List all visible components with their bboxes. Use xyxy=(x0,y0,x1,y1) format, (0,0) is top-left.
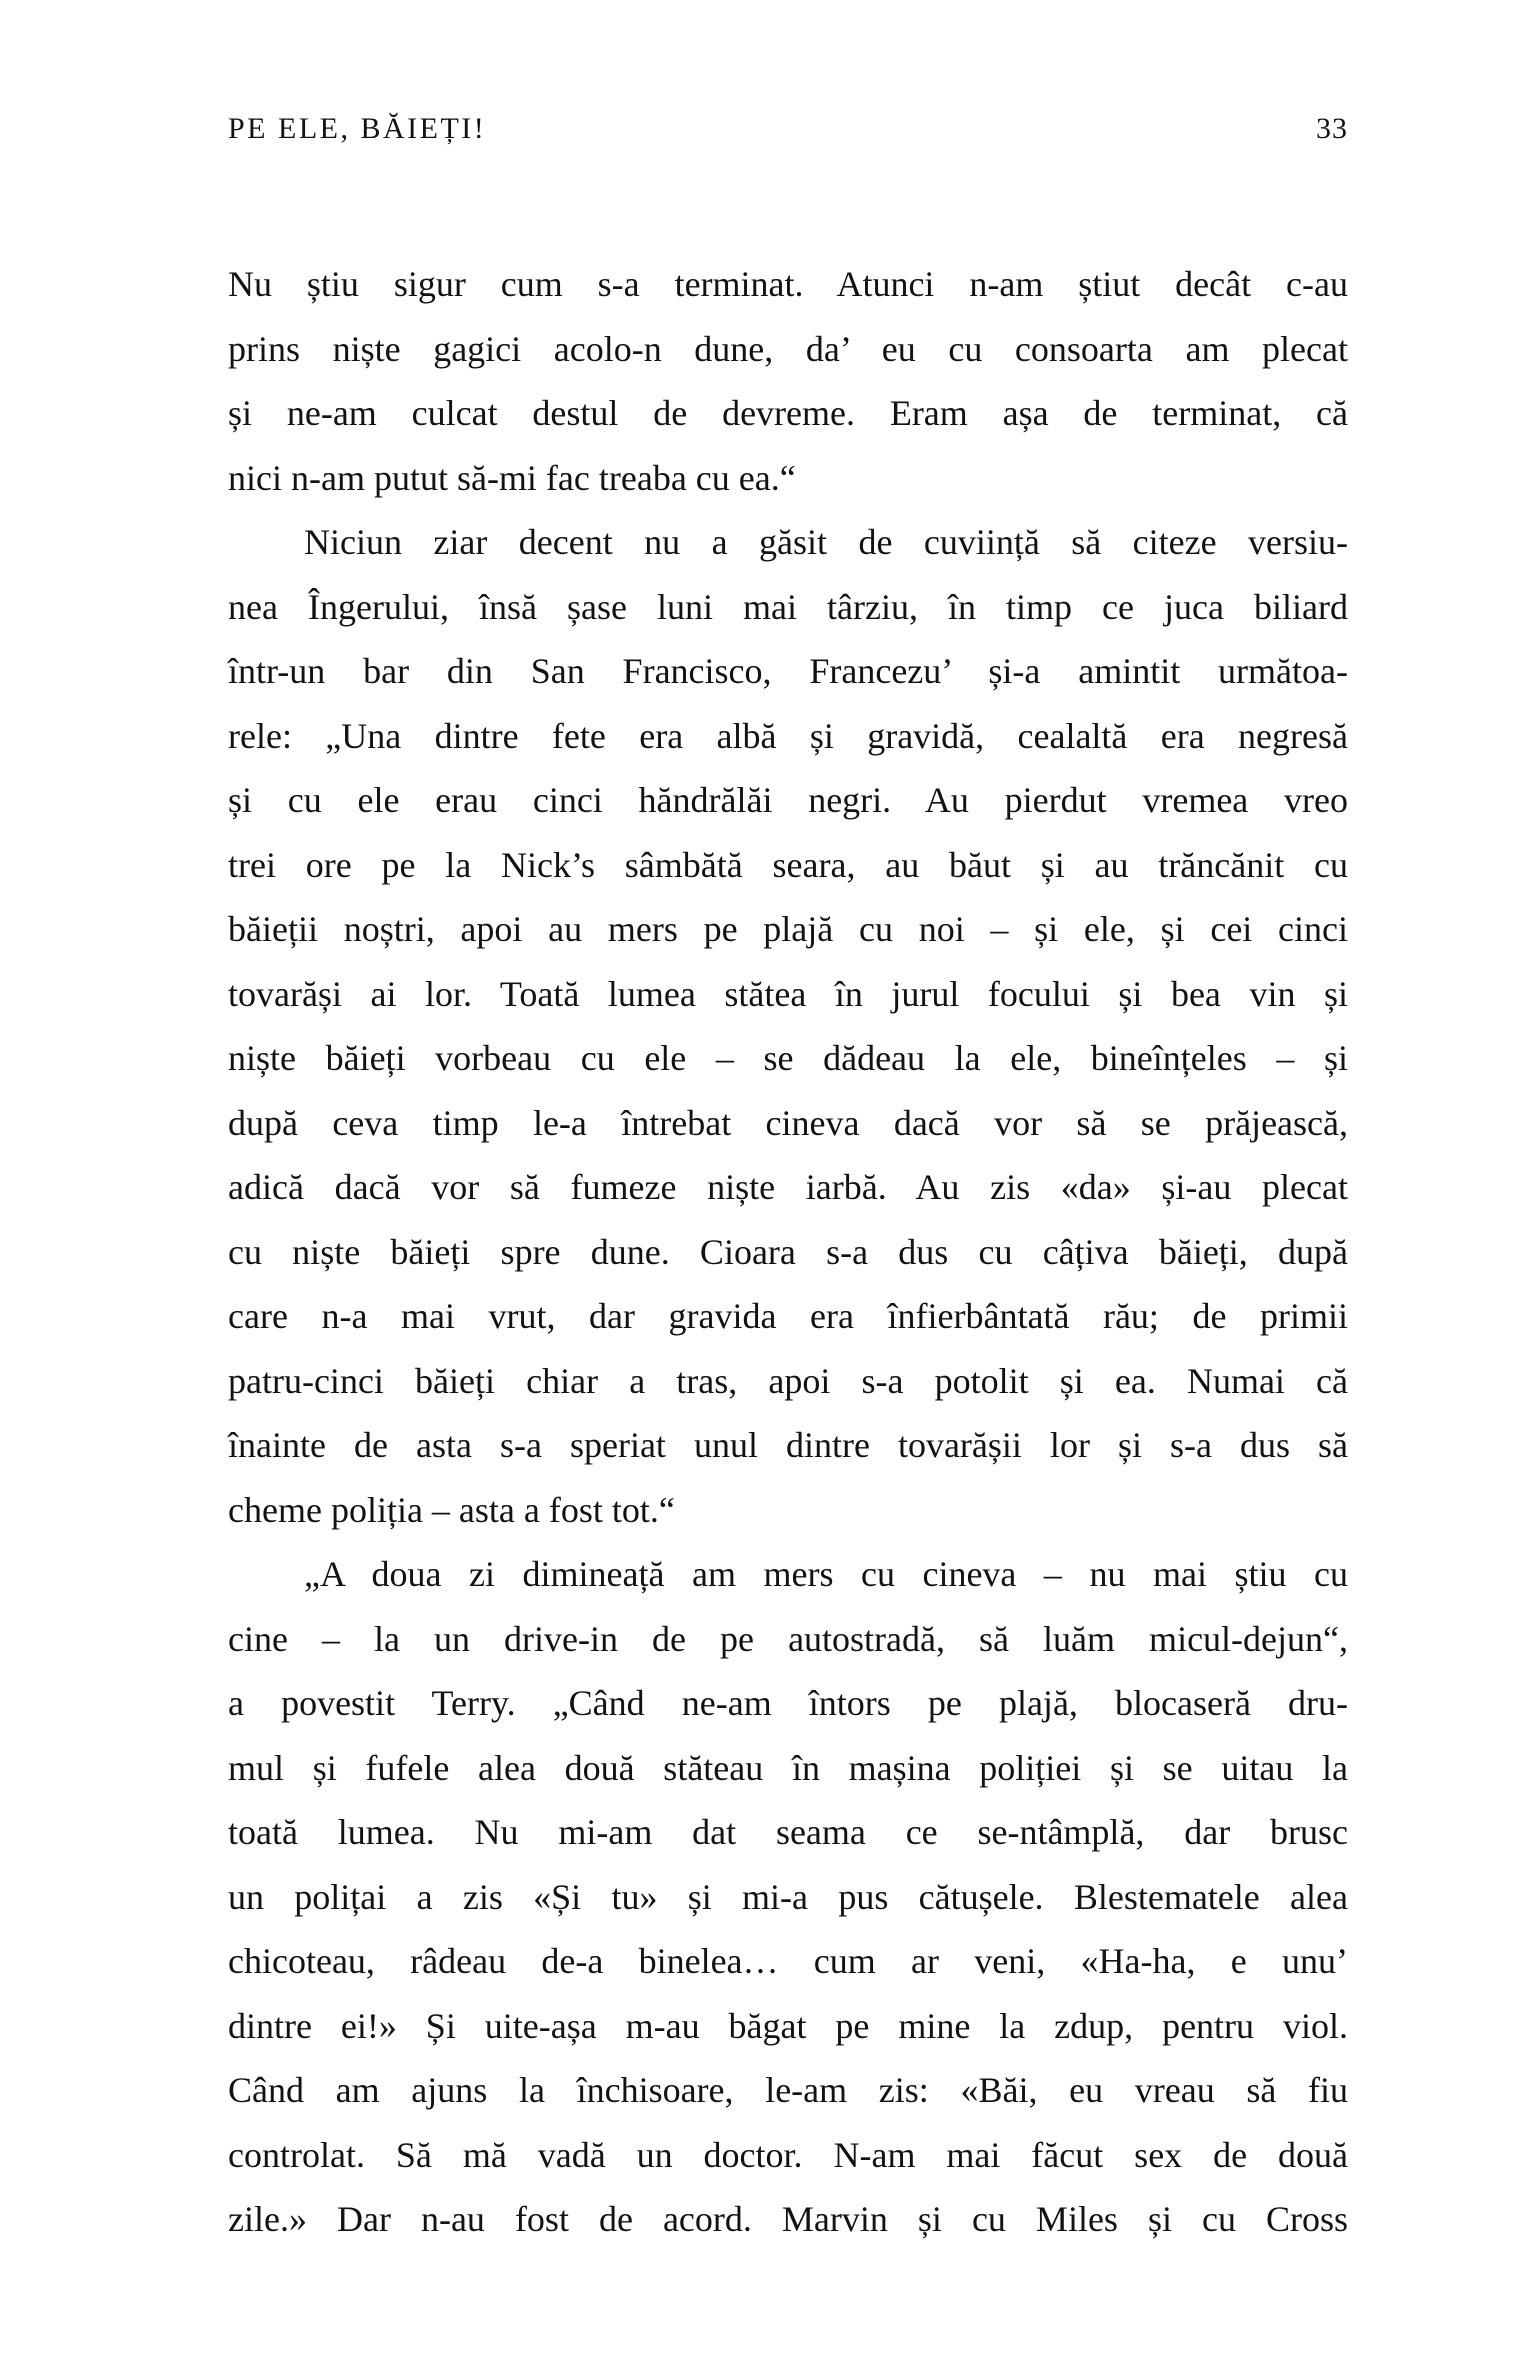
paragraph xyxy=(228,510,1348,1542)
text-line: adică dacă vor să fumeze niște iarbă. Au zis «da» și-au plecat xyxy=(228,1167,1348,1207)
text-line: într-un bar din San Francisco, Francezu’ și-a amintit următoa- xyxy=(228,651,1348,691)
text-line: cheme poliția – asta a fost tot.“ xyxy=(228,1489,675,1530)
text-line: nea Îngerului, însă șase luni mai târziu, în timp ce juca biliard xyxy=(228,586,1348,627)
text-line: și cu ele erau cinci hăndrălăi negri. Au pierdut vremea vreo xyxy=(228,780,1348,820)
text-line: Nu știu sigur cum s-a terminat. Atunci n-am știut decât c-au xyxy=(228,264,1348,304)
text-line: „A doua zi dimineață am mers cu cineva – nu mai știu cu xyxy=(304,1554,1348,1594)
text-line: Când am ajuns la închisoare, le-am zis: «Băi, eu vreau să fiu xyxy=(228,2070,1348,2110)
text-line: zile.» Dar n-au fost de acord. Marvin și cu Miles și cu Cross xyxy=(228,2199,1348,2239)
page-number: 33 xyxy=(1316,112,1348,145)
text-line: dintre ei!» Și uite-așa m-au băgat pe mine la zdup, pentru viol. xyxy=(228,2005,1348,2046)
text-line: băieții noștri, apoi au mers pe plajă cu noi – și ele, și cei cinci xyxy=(228,909,1348,949)
text-line: a povestit Terry. „Când ne-am întors pe plajă, blocaseră dru- xyxy=(228,1683,1348,1723)
text-line: după ceva timp le-a întrebat cineva dacă vor să se prăjească, xyxy=(228,1102,1348,1143)
text-line: rele: „Una dintre fete era albă și gravidă, cealaltă era negresă xyxy=(228,715,1348,756)
paragraph xyxy=(228,1542,1348,2252)
text-line: patru-cinci băieți chiar a tras, apoi s-a potolit și ea. Numai că xyxy=(228,1360,1348,1401)
text-line: niște băieți vorbeau cu ele – se dădeau la ele, bineînțeles – și xyxy=(228,1038,1348,1078)
text-line: controlat. Să mă vadă un doctor. N-am mai făcut sex de două xyxy=(228,2134,1348,2175)
page-header xyxy=(228,112,1348,146)
text-line: nici n-am putut să-mi fac treaba cu ea.“ xyxy=(228,457,796,498)
text-line: trei ore pe la Nick’s sâmbătă seara, au băut și au trăncănit cu xyxy=(228,844,1348,885)
body-text xyxy=(228,252,1348,2252)
text-line: mul și fufele alea două stăteau în mașina poliției și se uitau la xyxy=(228,1747,1348,1788)
text-line: chicoteau, râdeau de-a binelea… cum ar veni, «Ha-ha, e unu’ xyxy=(228,1941,1348,1981)
running-title: PE ELE, BĂIEȚI! xyxy=(228,112,487,145)
text-line: și ne-am culcat destul de devreme. Eram așa de terminat, că xyxy=(228,393,1348,433)
text-line: Niciun ziar decent nu a găsit de cuviință să citeze versiu- xyxy=(304,522,1348,562)
text-line: înainte de asta s-a speriat unul dintre tovarășii lor și s-a dus să xyxy=(228,1425,1348,1465)
text-line: care n-a mai vrut, dar gravida era înfierbântată rău; de primii xyxy=(228,1296,1348,1336)
text-line: cu niște băieți spre dune. Cioara s-a dus cu câțiva băieți, după xyxy=(228,1231,1348,1272)
text-line: tovarăși ai lor. Toată lumea stătea în jurul focului și bea vin și xyxy=(228,973,1348,1014)
text-line: un polițai a zis «Și tu» și mi-a pus cătușele. Blestematele alea xyxy=(228,1876,1348,1917)
paragraph xyxy=(228,252,1348,510)
text-line: cine – la un drive-in de pe autostradă, să luăm micul-dejun“, xyxy=(228,1618,1348,1659)
text-line: toată lumea. Nu mi-am dat seama ce se-ntâmplă, dar brusc xyxy=(228,1812,1348,1852)
text-line: prins niște gagici acolo-n dune, da’ eu cu consoarta am plecat xyxy=(228,328,1348,369)
